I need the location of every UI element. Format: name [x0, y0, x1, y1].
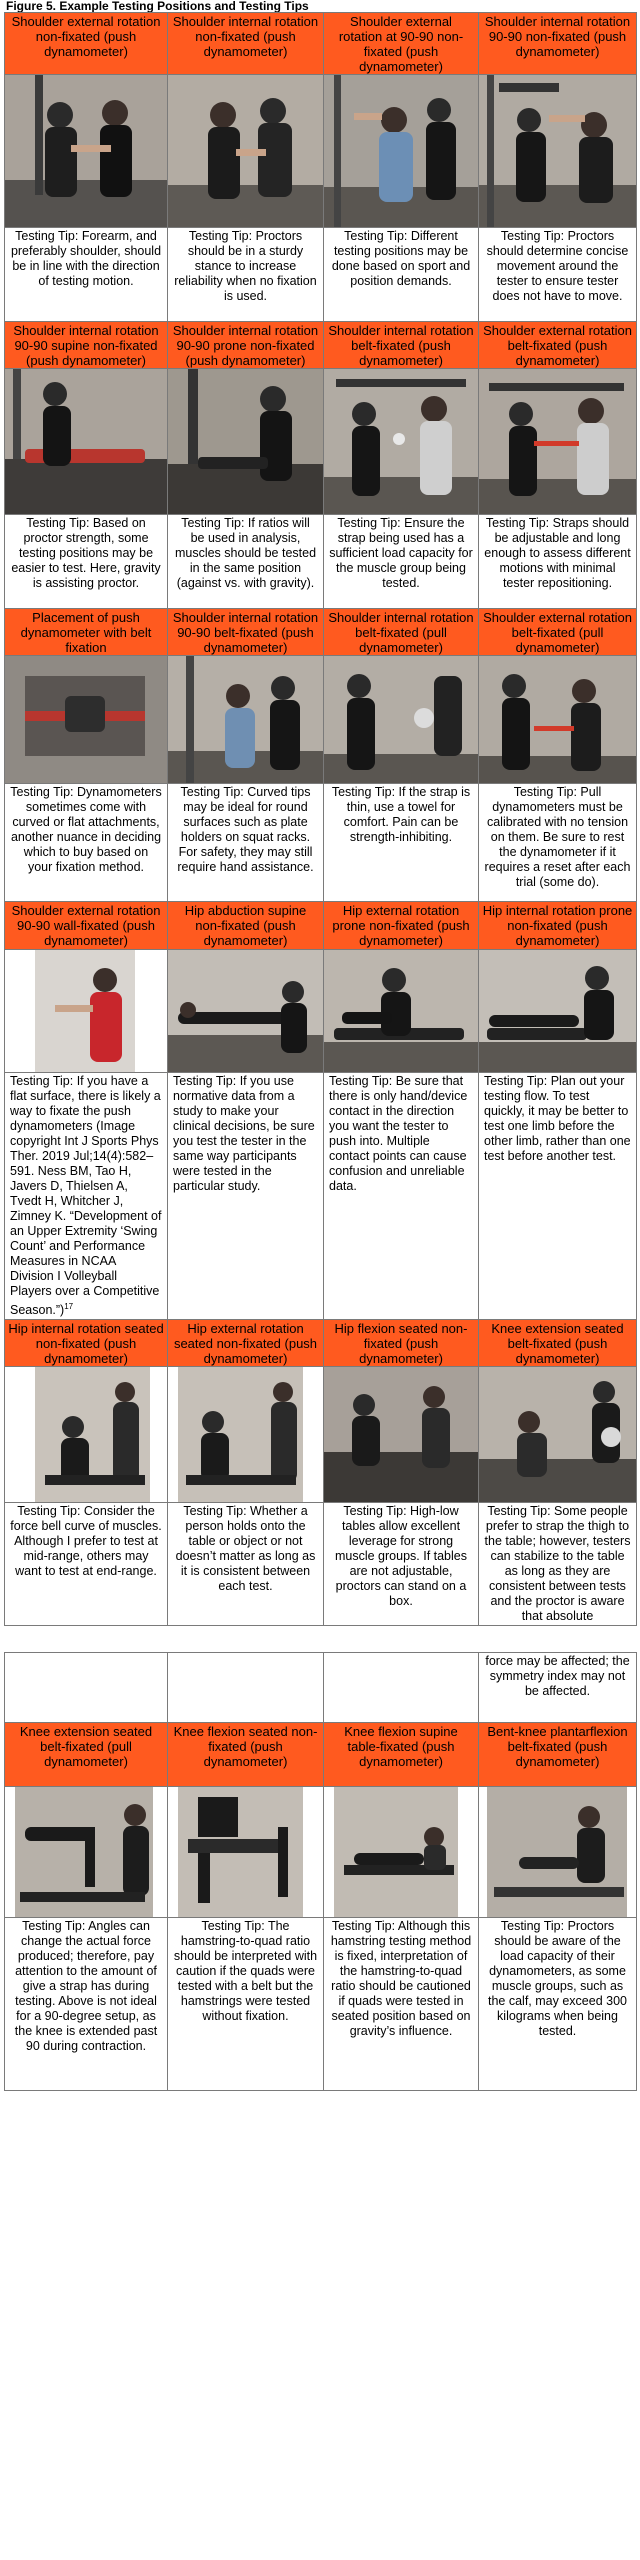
position-header: Knee flexion supine table-fixated (push dynamometer)	[324, 1723, 479, 1787]
testing-tip-cell: Testing Tip: Different testing positions may be done based on sport and position demands.	[324, 228, 479, 322]
position-header: Shoulder external rotation belt-fixated (pull dynamometer)	[479, 609, 637, 656]
testing-tip-cell: Testing Tip: If you have a flat surface, there is likely a way to fixate the push dynamometers (Image copyright Int J Sports Phys Ther. 2019 Jul;14(4):582–591. Ness BM, Tao H, Javers D, Thielsen A, Tvedt H, Whitcher J, Zimney K. “Development of an Upper Extremity ‘Swing Count’ and Performance Measures in NCAA Division I Volleyball Players over a Competitive Season.”)$^{17}$	[5, 1073, 168, 1320]
figure-table-block-2	[4, 1652, 637, 2091]
testing-tip-cell: Testing Tip: Angles can change the actual force produced; therefore, pay attention to the amount of give a strap has during testing. Above is not ideal for a 90-degree setup, as the knee is extended past 90 during contraction.	[5, 1918, 168, 2091]
testing-photo	[479, 656, 637, 784]
testing-tip-cell: Testing Tip: Whether a person holds onto the table or object or not doesn’t matter as long as it is consistent between each test.	[168, 1503, 324, 1626]
citation-superscript: 17	[64, 1302, 74, 1311]
position-header: Shoulder internal rotation belt-fixated (push dynamometer)	[324, 322, 479, 369]
position-header: Bent-knee plantarflexion belt-fixated (push dynamometer)	[479, 1723, 637, 1787]
testing-tip-cell: Testing Tip: Although this hamstring testing method is fixed, interpretation of the hamstring-to-quad ratio should be cautioned if quads were tested in seated position based on gravity’s influence.	[324, 1918, 479, 2091]
position-header: Knee extension seated belt-fixated (push dynamometer)	[479, 1320, 637, 1367]
position-header: Shoulder internal rotation 90-90 non-fixated (push dynamometer)	[479, 13, 637, 75]
empty-cell	[168, 1653, 324, 1723]
testing-tip-cell: Testing Tip: Plan out your testing flow. To test quickly, it may be better to test one limb before the other limb, rather than one test before another test.	[479, 1073, 637, 1320]
testing-photo	[5, 1367, 168, 1503]
testing-tip-cell: Testing Tip: If you use normative data from a study to make your clinical decisions, be sure you test the tester in the same way participants were tested in the particular study.	[168, 1073, 324, 1320]
testing-photo	[324, 369, 479, 515]
position-header: Hip internal rotation seated non-fixated (push dynamometer)	[5, 1320, 168, 1367]
figure-title: Figure 5. Example Testing Positions and Testing Tips	[6, 0, 309, 12]
testing-photo	[5, 1787, 168, 1918]
testing-photo	[168, 1787, 324, 1918]
testing-photo	[168, 75, 324, 228]
testing-photo	[168, 950, 324, 1073]
testing-photo	[479, 950, 637, 1073]
testing-tip-cell: Testing Tip: Some people prefer to strap the thigh to the table; however, testers can stabilize to the table as long as they are consistent between tests and the proctor is aware that absolute	[479, 1503, 637, 1626]
position-header: Shoulder internal rotation 90-90 supine non-fixated (push dynamometer)	[5, 322, 168, 369]
testing-tip-cell: Testing Tip: If ratios will be used in analysis, muscles should be tested in the same position (against vs. with gravity).	[168, 515, 324, 609]
testing-photo	[324, 75, 479, 228]
testing-tip-cell: Testing Tip: Based on proctor strength, some testing positions may be easier to test. Here, gravity is assisting proctor.	[5, 515, 168, 609]
testing-photo	[479, 369, 637, 515]
position-header: Shoulder internal rotation 90-90 belt-fixated (push dynamometer)	[168, 609, 324, 656]
position-header: Hip external rotation prone non-fixated (push dynamometer)	[324, 902, 479, 950]
testing-photo	[5, 369, 168, 515]
position-header: Shoulder external rotation 90-90 wall-fixated (push dynamometer)	[5, 902, 168, 950]
testing-photo	[168, 1367, 324, 1503]
testing-tip-cell: Testing Tip: Dynamometers sometimes come with curved or flat attachments, another nuance in deciding which to buy based on your fixation method.	[5, 784, 168, 902]
position-header: Shoulder internal rotation 90-90 prone non-fixated (push dynamometer)	[168, 322, 324, 369]
testing-tip-cell: Testing Tip: If the strap is thin, use a towel for comfort. Pain can be strength-inhibiting.	[324, 784, 479, 902]
position-header: Hip flexion seated non-fixated (push dynamometer)	[324, 1320, 479, 1367]
testing-photo	[5, 950, 168, 1073]
position-header: Shoulder external rotation belt-fixated (push dynamometer)	[479, 322, 637, 369]
testing-photo	[5, 656, 168, 784]
testing-tip-cell: Testing Tip: Pull dynamometers must be calibrated with no tension on them. Be sure to rest the dynamometer if it requires a reset after each trial (some do).	[479, 784, 637, 902]
testing-tip-cell: Testing Tip: Be sure that there is only hand/device contact in the direction you want the tester to push into. Multiple contact points can cause confusion and unreliable data.	[324, 1073, 479, 1320]
position-header: Shoulder internal rotation belt-fixated (pull dynamometer)	[324, 609, 479, 656]
testing-tip-cell: Testing Tip: Proctors should determine concise movement around the tester to ensure tester does not have to move.	[479, 228, 637, 322]
testing-photo	[324, 656, 479, 784]
testing-tip-cell: Testing Tip: Consider the force bell curve of muscles. Although I prefer to test at mid-range, others may want to test at end-range.	[5, 1503, 168, 1626]
figure-table-block-1	[4, 12, 637, 1626]
testing-photo	[324, 950, 479, 1073]
testing-tip-continuation: force may be affected; the symmetry index may not be affected.	[479, 1653, 637, 1723]
testing-photo	[479, 75, 637, 228]
testing-photo	[479, 1367, 637, 1503]
figure-page	[4, 0, 636, 2091]
empty-cell	[5, 1653, 168, 1723]
testing-photo	[324, 1787, 479, 1918]
testing-tip-cell: Testing Tip: The hamstring-to-quad ratio should be interpreted with caution if the quads were tested with a belt but the hamstrings were tested without fixation.	[168, 1918, 324, 2091]
testing-photo	[5, 75, 168, 228]
testing-photo	[324, 1367, 479, 1503]
position-header: Shoulder external rotation non-fixated (push dynamometer)	[5, 13, 168, 75]
testing-tip-cell: Testing Tip: Straps should be adjustable and long enough to assess different motions with minimal tester repositioning.	[479, 515, 637, 609]
testing-photo	[168, 369, 324, 515]
testing-tip-cell: Testing Tip: Proctors should be aware of the load capacity of their dynamometers, as some muscle groups, such as the calf, may exceed 300 kilograms when being tested.	[479, 1918, 637, 2091]
position-header: Shoulder external rotation at 90-90 non-fixated (push dynamometer)	[324, 13, 479, 75]
position-header: Knee extension seated belt-fixated (pull dynamometer)	[5, 1723, 168, 1787]
position-header: Knee flexion seated non-fixated (push dynamometer)	[168, 1723, 324, 1787]
testing-tip-cell: Testing Tip: Forearm, and preferably shoulder, should be in line with the direction of testing motion.	[5, 228, 168, 322]
position-header: Placement of push dynamometer with belt fixation	[5, 609, 168, 656]
position-header: Shoulder internal rotation non-fixated (push dynamometer)	[168, 13, 324, 75]
testing-tip-cell: Testing Tip: Ensure the strap being used has a sufficient load capacity for the muscle group being tested.	[324, 515, 479, 609]
position-header: Hip abduction supine non-fixated (push dynamometer)	[168, 902, 324, 950]
testing-tip-cell: Testing Tip: Curved tips may be ideal for round surfaces such as plate holders on squat racks. For safety, they may still require hand assistance.	[168, 784, 324, 902]
page-break-gap	[4, 1626, 636, 1652]
testing-photo	[479, 1787, 637, 1918]
position-header: Hip external rotation seated non-fixated (push dynamometer)	[168, 1320, 324, 1367]
testing-tip-cell: Testing Tip: Proctors should be in a sturdy stance to increase reliability when no fixation is used.	[168, 228, 324, 322]
position-header: Hip internal rotation prone non-fixated (push dynamometer)	[479, 902, 637, 950]
testing-tip-cell: Testing Tip: High-low tables allow excellent leverage for strong muscle groups. If tables are not adjustable, proctors can stand on a box.	[324, 1503, 479, 1626]
empty-cell	[324, 1653, 479, 1723]
testing-photo	[168, 656, 324, 784]
